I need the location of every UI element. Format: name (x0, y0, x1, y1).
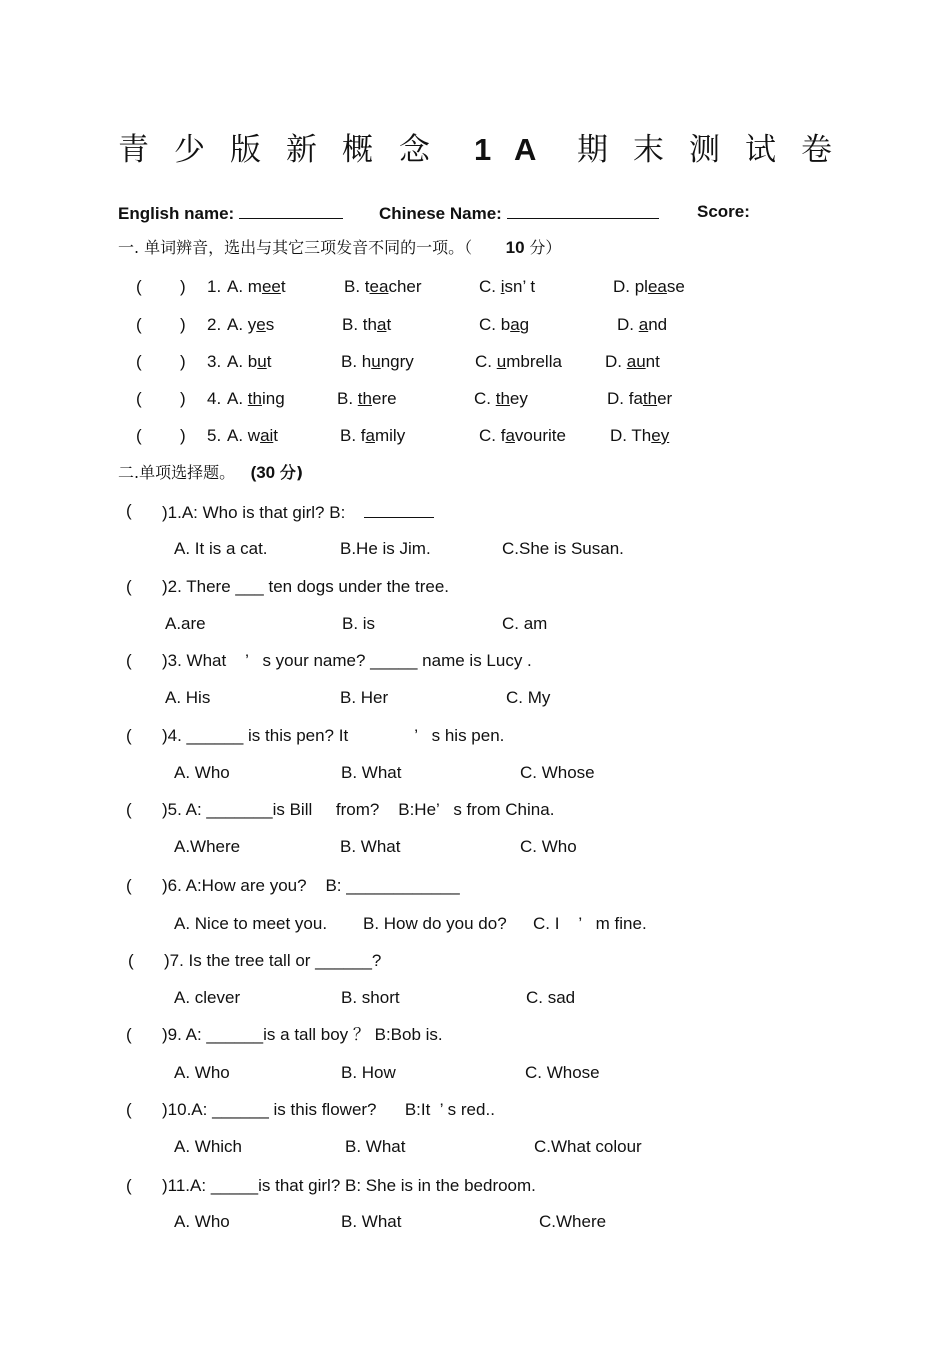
answer-paren-open: ( (128, 951, 134, 970)
option-c: C. Who (520, 837, 577, 856)
title-char: 1 (474, 132, 492, 167)
option-a: A. Who (174, 763, 230, 782)
item-number: 1. (207, 277, 222, 296)
option-b: B. teacher (344, 277, 422, 296)
title-char: 试 (745, 132, 776, 168)
title-char: 概 (342, 132, 373, 168)
answer-blank[interactable] (364, 501, 434, 518)
section1-heading: 一. 单词辨音，选出与其它三项发音不同的一项。（ 10 分） (118, 238, 562, 257)
answer-paren-open: ( (126, 1176, 132, 1195)
page-title (0, 130, 950, 170)
option-b: B. short (341, 988, 400, 1007)
answer-paren-close: ) (180, 389, 186, 408)
option-b: B. hungry (341, 352, 414, 371)
option-c: C.She is Susan. (502, 539, 624, 558)
title-char: 测 (689, 132, 720, 168)
answer-paren-close: ) (180, 352, 186, 371)
title-char: 少 (174, 132, 205, 168)
answer-paren-open: ( (136, 389, 142, 408)
title-char: 新 (286, 132, 317, 168)
question-text: )11.A: _____is that girl? B: She is in the bedroom. (162, 1176, 536, 1195)
section2-heading: 二.单项选择题。 (30 分) (118, 463, 304, 482)
option-a: A. thing (227, 389, 285, 408)
title-char: 期 (577, 132, 608, 168)
title-char: 青 (118, 132, 149, 168)
answer-paren-open: ( (126, 1025, 132, 1044)
answer-paren-close: ) (180, 315, 186, 334)
title-char: 版 (230, 132, 261, 168)
english-name-blank[interactable] (239, 202, 343, 219)
option-b: B. that (342, 315, 392, 334)
option-b: B. How do you do? (363, 914, 507, 933)
option-c: C. Whose (520, 763, 595, 782)
question-text: )9. A: ______is a tall boy ？ B:Bob is. (162, 1025, 443, 1044)
score-label: Score: (697, 202, 750, 221)
option-a: A. meet (227, 277, 286, 296)
option-a: A.are (165, 614, 206, 633)
answer-paren-open: ( (136, 426, 142, 445)
option-a: A. His (165, 688, 211, 707)
answer-paren-open: ( (126, 651, 132, 670)
option-b: B.He is Jim. (340, 539, 431, 558)
option-c: C.What colour (534, 1137, 642, 1156)
answer-paren-open: ( (126, 577, 132, 596)
option-a: A. Nice to meet you. (174, 914, 328, 933)
option-c: C. I ’ m fine. (533, 914, 647, 933)
question-text: )5. A: _______is Bill from? B:He’ s from China. (162, 800, 555, 819)
option-a: A. yes (227, 315, 275, 334)
option-a: A. wait (227, 426, 279, 445)
answer-paren-close: ) (180, 426, 186, 445)
answer-paren-close: ) (180, 277, 186, 296)
question-text: )1.A: Who is that girl? B: (162, 501, 434, 523)
answer-paren-open: ( (126, 1100, 132, 1119)
option-a: A. but (227, 352, 272, 371)
chinese-name-blank[interactable] (507, 202, 659, 219)
option-b: B. What (341, 763, 402, 782)
item-number: 4. (207, 389, 222, 408)
answer-paren-open: ( (136, 352, 142, 371)
item-number: 3. (207, 352, 222, 371)
question-text: )3. What ’ s your name? _____ name is Lucy . (162, 651, 532, 670)
title-char: 卷 (801, 132, 832, 168)
option-b: B. What (340, 837, 401, 856)
option-c: C. Whose (525, 1063, 600, 1082)
option-c: C. umbrella (475, 352, 562, 371)
item-number: 2. (207, 315, 222, 334)
answer-paren-open: ( (126, 726, 132, 745)
answer-paren-open: ( (126, 800, 132, 819)
option-b: B. How (341, 1063, 396, 1082)
option-b: B. What (341, 1212, 402, 1231)
option-c: C. they (474, 389, 528, 408)
question-text: )2. There ___ ten dogs under the tree. (162, 577, 449, 596)
question-text: )4. ______ is this pen? It ’ s his pen. (162, 726, 505, 745)
answer-paren-open: ( (126, 501, 132, 520)
title-char: 念 (399, 132, 430, 168)
option-c: C.Where (539, 1212, 607, 1231)
english-name-label: English name: (118, 202, 343, 224)
option-c: C. am (502, 614, 548, 633)
option-c: C. bag (479, 315, 530, 334)
answer-paren-open: ( (136, 315, 142, 334)
chinese-name-label: Chinese Name: (379, 202, 659, 224)
option-b: B. is (342, 614, 376, 633)
question-text: )10.A: ______ is this flower? B:It ’ s red.. (162, 1100, 495, 1119)
answer-paren-open: ( (126, 876, 132, 895)
option-d: D. please (613, 277, 685, 296)
option-a: A. Which (174, 1137, 243, 1156)
option-d: D. father (607, 389, 673, 408)
option-c: C. My (506, 688, 551, 707)
option-a: A. Who (174, 1063, 230, 1082)
option-a: A. clever (174, 988, 241, 1007)
title-char: 末 (633, 132, 664, 168)
option-a: A. Who (174, 1212, 230, 1231)
option-d: D. They (610, 426, 670, 445)
option-c: C. favourite (479, 426, 566, 445)
option-b: B. Her (340, 688, 389, 707)
option-c: C. isn’ t (479, 277, 536, 296)
option-a: A. It is a cat. (174, 539, 268, 558)
option-b: B. family (340, 426, 406, 445)
title-char: A (514, 132, 537, 167)
question-text: )6. A:How are you? B: ____________ (162, 876, 460, 895)
item-number: 5. (207, 426, 222, 445)
option-a: A.Where (174, 837, 241, 856)
option-b: B. there (337, 389, 397, 408)
option-d: D. and (617, 315, 668, 334)
option-c: C. sad (526, 988, 576, 1007)
option-b: B. What (345, 1137, 406, 1156)
option-d: D. aunt (605, 352, 660, 371)
answer-paren-open: ( (136, 277, 142, 296)
question-text: )7. Is the tree tall or ______? (164, 951, 382, 970)
